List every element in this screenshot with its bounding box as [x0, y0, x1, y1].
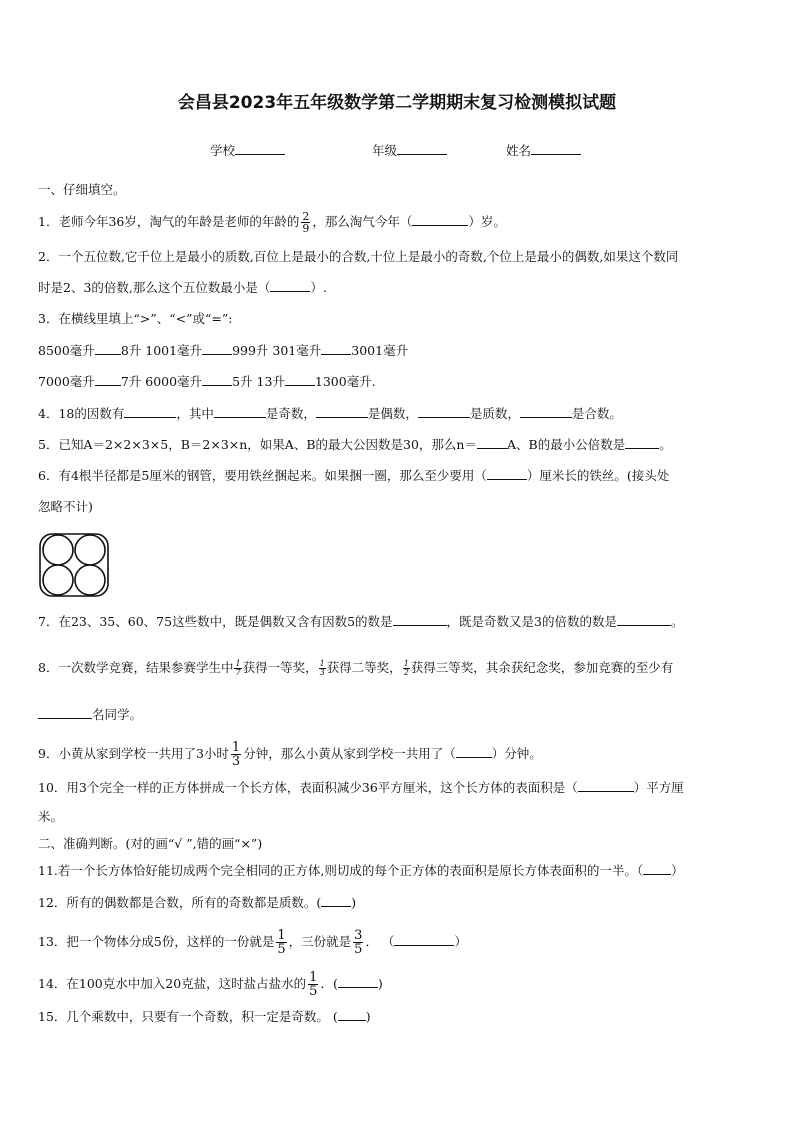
answer-blank[interactable]	[338, 975, 378, 988]
question-3-row-2: 7000毫升 7升 6000毫升 5升 13升 1300毫升.	[38, 374, 376, 389]
grade-field[interactable]	[372, 141, 447, 159]
fraction: $\frac{1}{2}$	[403, 659, 409, 677]
answer-blank[interactable]	[202, 342, 232, 355]
fraction: $\frac{2}{9}$	[302, 210, 310, 235]
pipe-circle	[75, 565, 105, 595]
question-8-line-2: 名同学。	[38, 706, 142, 724]
fraction: $\frac{1}{5}$	[309, 970, 318, 999]
answer-blank[interactable]	[418, 405, 470, 418]
school-blank[interactable]	[235, 142, 285, 155]
question-7: 7．在23、35、60、75这些数中，既是偶数又含有因数5的数是 ，既是奇数又是3的倍数的数是 。	[38, 614, 684, 629]
school-label: 学校	[210, 143, 236, 158]
answer-blank[interactable]	[393, 613, 447, 626]
wire-outline	[40, 534, 108, 596]
section-1-heading: 一、仔细填空。	[38, 182, 126, 197]
grade-blank[interactable]	[397, 142, 447, 155]
question-13: 13．把一个物体分成5份，这样的一份就是 $\frac{1}{5}$ ，三份就是 $\frac{3}{5}$ ． （ ）	[38, 928, 467, 957]
answer-blank[interactable]	[124, 405, 176, 418]
school-field[interactable]	[210, 141, 285, 159]
question-12: 12．所有的偶数都是合数，所有的奇数都是质数。( )	[38, 895, 357, 910]
answer-blank[interactable]	[95, 373, 121, 386]
question-10-line-1: 10．用3个完全一样的正方体拼成一个长方体，表面积减少36平方厘米，这个长方体的表面积是（ ）平方厘	[38, 780, 684, 795]
answer-blank[interactable]	[285, 373, 315, 386]
answer-blank[interactable]	[643, 862, 671, 875]
question-14: 14．在100克水中加入20克盐，这时盐占盐水的 $\frac{1}{5}$ ．( )	[38, 970, 383, 999]
name-field[interactable]	[506, 141, 581, 159]
question-10-line-2: 米。	[38, 809, 64, 824]
answer-blank[interactable]	[321, 342, 351, 355]
answer-blank[interactable]	[617, 613, 671, 626]
question-2-line-2: 时是2、3的倍数,那么这个五位数最小是（ ）.	[38, 280, 327, 295]
answer-blank[interactable]	[456, 745, 492, 758]
question-6-line-2: 忽略不计)	[38, 499, 93, 514]
name-label: 姓名	[506, 143, 532, 158]
question-9: 9．小黄从家到学校一共用了3小时 $\frac{1}{3}$ 分钟，那么小黄从家到学校一共用了（ ）分钟。	[38, 740, 542, 769]
page-title: 会昌县2023年五年级数学第二学期期末复习检测模拟试题	[177, 93, 617, 113]
answer-blank[interactable]	[477, 436, 507, 449]
question-11: 11.若一个长方体恰好能切成两个完全相同的正方体,则切成的每个正方体的表面积是原长方体表面积的一半。（ ）	[38, 863, 684, 878]
answer-blank[interactable]	[578, 779, 634, 792]
pipe-circle	[43, 565, 73, 595]
question-5: 5．已知A＝2×2×3×5，B＝2×3×n，如果A、B的最大公因数是30，那么n＝ A、B的最小公倍数是 。	[38, 437, 672, 452]
answer-blank[interactable]	[202, 373, 232, 386]
question-8-line-1: 8．一次数学竞赛，结果参赛学生中 $\frac{1}{7}$ 获得一等奖， $\frac{1}{3}$ 获得二等奖， $\frac{1}{2}$ 获得三等奖，其余获纪念奖，参加竞赛的至少有	[38, 659, 674, 677]
question-6-line-1: 6．有4根半径都是5厘米的钢管，要用铁丝捆起来。如果捆一圈，那么至少要用（ ）厘米长的铁丝。(接头处	[38, 468, 670, 483]
pipe-circle	[43, 535, 73, 565]
answer-blank[interactable]	[394, 933, 454, 946]
answer-blank[interactable]	[412, 213, 468, 226]
question-15: 15．几个乘数中，只要有一个奇数，积一定是奇数。 ( )	[38, 1009, 371, 1024]
answer-blank[interactable]	[338, 1008, 366, 1021]
question-3-line-1: 3．在横线里填上“>”、“<”或“=”:	[38, 311, 233, 326]
fraction: $\frac{1}{7}$	[235, 659, 241, 677]
answer-blank[interactable]	[520, 405, 572, 418]
name-blank[interactable]	[531, 142, 581, 155]
answer-blank[interactable]	[214, 405, 266, 418]
answer-blank[interactable]	[38, 706, 92, 719]
fraction: $\frac{1}{5}$	[277, 928, 286, 957]
pipe-circle	[75, 535, 105, 565]
question-4: 4．18的因数有 ，其中 是奇数， 是偶数， 是质数， 是合数。	[38, 406, 622, 421]
pipes-bundle-figure	[38, 532, 110, 598]
fraction: $\frac{1}{3}$	[231, 740, 241, 769]
answer-blank[interactable]	[487, 467, 527, 480]
question-1: 1．老师今年36岁，淘气的年龄是老师的年龄的 $\frac{2}{9}$ ，那么淘气今年（ ）岁。	[38, 210, 506, 235]
section-2-heading: 二、准确判断。(对的画“√ ”,错的画“×”)	[38, 836, 263, 851]
answer-blank[interactable]	[95, 342, 121, 355]
grade-label: 年级	[372, 143, 398, 158]
question-2-line-1: 2．一个五位数,它千位上是最小的质数,百位上是最小的合数,十位上是最小的奇数,个位上是最小的偶数,如果这个数同	[38, 249, 679, 264]
fraction: $\frac{3}{5}$	[354, 928, 363, 957]
answer-blank[interactable]	[270, 279, 310, 292]
answer-blank[interactable]	[316, 405, 368, 418]
fraction: $\frac{1}{3}$	[319, 659, 325, 677]
answer-blank[interactable]	[321, 894, 351, 907]
question-3-row-1: 8500毫升 8升 1001毫升 999升 301毫升 3001毫升	[38, 343, 409, 358]
answer-blank[interactable]	[625, 436, 659, 449]
